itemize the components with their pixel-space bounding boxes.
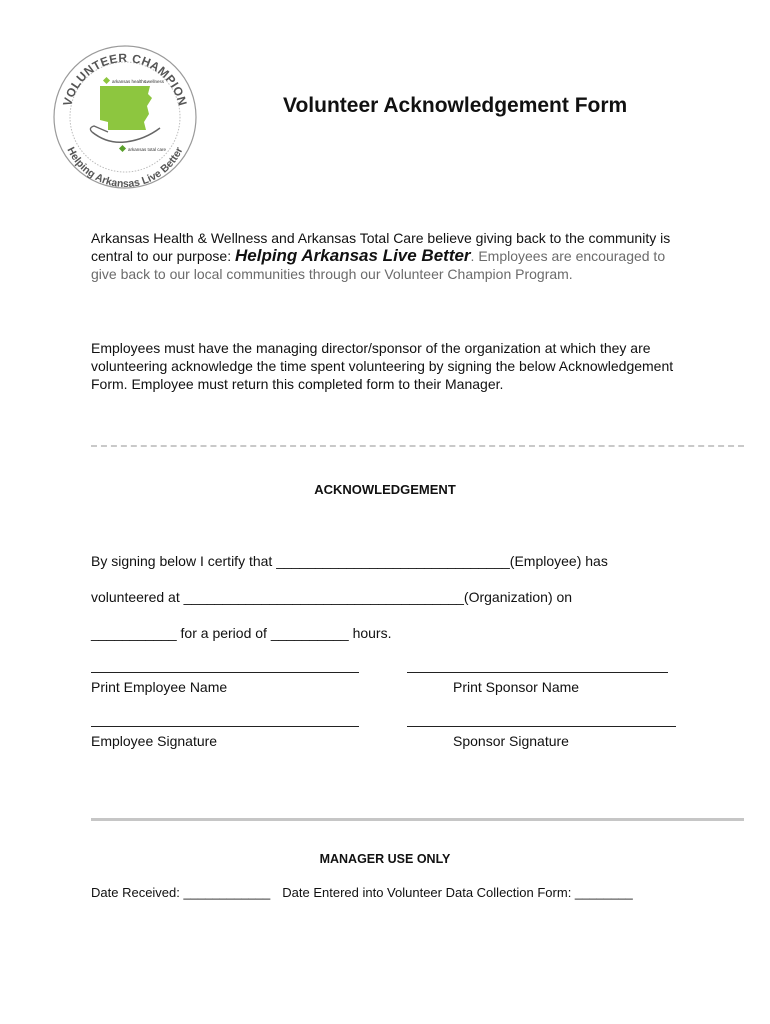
print-sponsor-name-label: Print Sponsor Name bbox=[453, 679, 580, 695]
sponsor-signature-label: Sponsor Signature bbox=[453, 733, 569, 749]
certify-line-organization[interactable]: volunteered at ____________________________________(Organization) on bbox=[91, 589, 573, 605]
signature-line bbox=[407, 672, 668, 673]
page-title: Volunteer Acknowledgement Form bbox=[283, 94, 628, 117]
date-entered-field[interactable]: Date Entered into Volunteer Data Collection Form: ________ bbox=[282, 885, 633, 900]
signature-line bbox=[91, 672, 359, 673]
acknowledgement-heading: ACKNOWLEDGEMENT bbox=[314, 482, 456, 497]
certify-line-employee[interactable]: By signing below I certify that ______________________________(Employee) has bbox=[91, 553, 608, 569]
intro-text-1: Arkansas Health & Wellness and Arkansas Total Care believe giving back to the community is central to our purpose: bbox=[91, 230, 671, 264]
arkansas-state-icon bbox=[100, 86, 152, 130]
logo-brand-2: arkansas total care bbox=[128, 147, 167, 152]
section-divider bbox=[91, 818, 744, 821]
brand-1-icon bbox=[103, 77, 110, 84]
certify-line-period[interactable]: ___________ for a period of __________ hours. bbox=[91, 625, 392, 641]
employee-signature-label: Employee Signature bbox=[91, 733, 218, 749]
logo-brand-1: arkansas health&wellness bbox=[112, 79, 165, 84]
intro-paragraph bbox=[91, 229, 691, 283]
instructions-paragraph: Employees must have the managing director/sponsor of the organization at which they are volunteering acknowledge the time spent volunteering by signing the below Acknowledgement Form. Employee must return this completed form to their Manager. bbox=[91, 340, 674, 392]
intro-text-2: . Employees are encouraged to give back to our local communities through our Volunteer Champion Program. bbox=[91, 248, 666, 282]
manager-fields bbox=[91, 885, 633, 900]
manager-use-heading: MANAGER USE ONLY bbox=[319, 852, 451, 866]
slogan: Helping Arkansas Live Better bbox=[234, 246, 471, 265]
date-received-field[interactable]: Date Received: ____________ bbox=[91, 885, 271, 900]
logo-top-text: VOLUNTEER CHAMPION bbox=[60, 50, 190, 108]
brand-2-icon bbox=[119, 145, 126, 152]
dashed-divider bbox=[91, 445, 744, 447]
signature-line bbox=[91, 726, 359, 727]
logo-bottom-text: Helping Arkansas Live Better bbox=[64, 145, 186, 190]
print-employee-name-label: Print Employee Name bbox=[91, 679, 228, 695]
volunteer-champion-logo bbox=[52, 44, 198, 190]
signature-line bbox=[407, 726, 676, 727]
